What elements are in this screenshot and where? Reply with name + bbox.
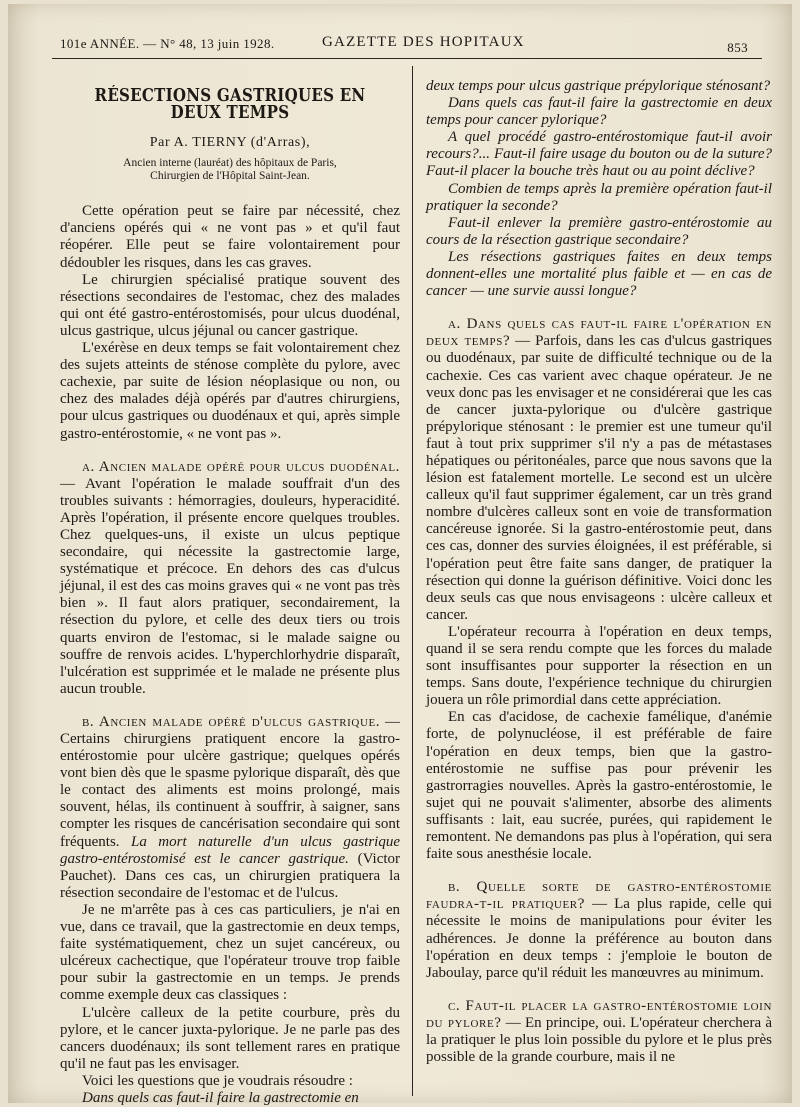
section-rc-paragraph [426, 998, 772, 1066]
paragraph: L'exérèse en deux temps se fait volontairement chez des sujets atteints de sténose complète du pylore, avec cachexie, par suite de lésion néoplasique ou non, ou chez des malades déjà opérés par d'autres chirurgiens, pour ulcus gastriques ou duodénaux et qui, après simple gastro-entérostomie, « ne vont pas ». [60, 340, 400, 442]
section-heading: a. Ancien malade opéré pour ulcus duodénal. [82, 458, 400, 475]
section-heading: b. Quelle sorte de gastro-entérostomie faudra-t-il pratiquer? [426, 879, 772, 913]
section-a-paragraph [60, 459, 400, 698]
question: Dans quels cas faut-il faire la gastrectomie en deux temps pour cancer pylorique? [426, 95, 772, 129]
question: A quel procédé gastro-entérostomique faut-il avoir recours?... Faut-il faire usage du bouton ou de la suture? Faut-il placer la bouche très haut ou au point déclive? [426, 129, 772, 180]
paragraph: Cette opération peut se faire par nécessité, chez d'anciens opérés qui « ne vont pas » et qu'il faut réopérer. Elle peut se faire volontairement pour dédoubler les risques, dans les cas graves. [60, 203, 400, 271]
question: deux temps pour ulcus gastrique prépylorique sténosant? [426, 78, 771, 94]
question: Les résections gastriques faites en deux temps donnent-elles une mortalité plus faible et — en cas de cancer — une survie aussi longue? [426, 248, 772, 300]
paragraph: Le chirurgien spécialisé pratique souvent des résections secondaires de l'estomac, chez des malades qui ont été gastro-entérostomisés, pour ulcus duodénal, ulcus gastrique, ulcus jéjunal ou cancer gastrique. [60, 271, 400, 339]
section-heading: c. Faut-il placer la gastro-entérostomie loin du pylore? [426, 997, 772, 1031]
right-column [426, 78, 772, 1066]
section-text: (Victor Pauchet). Dans ces cas, un chirurgien pratiquera la résection secondaire de l'estomac et de l'ulcus. [60, 850, 401, 901]
section-heading: a. Dans quels cas faut-il faire l'opération en deux temps? [426, 316, 772, 350]
section-text: — Parfois, dans les cas d'ulcus gastriques ou duodénaux, par suite de difficulté technique ou de la cachexie. Ces cas varient avec chaque opérateur. Je ne veux donc pas les envisager et ne considérerai que les cas de cancer juxta-pylorique ou d'ulcère gastrique prépylorique sténosant : le premier est une tumeur qu'il faut à tout prix supprimer s'il n'y a pas de métastases hépatiques ou péritonéales, parce que nous savons que la lésion est fatalement mortelle. Le second est un ulcère calleux qu'il faut supprimer également, car un très grand nombre d'ulcères calleux sont en voie de transformation cancéreuse ignorée. Si la gastro-entérostomie peut, dans ces cas, donner des survies éloignées, il est préférable, si l'opération peut être faite sans danger, de pratiquer la résection qui donne la guérison définitive. Voici donc les deux seuls cas que nous envisageons : ulcère calleux et cancer. [426, 333, 772, 623]
section-ra-paragraph [426, 316, 772, 624]
question: Combien de temps après la première opération faut-il pratiquer la seconde? [426, 180, 772, 214]
article-author: Par A. TIERNY (d'Arras), [149, 135, 311, 151]
question: Dans quels cas faut-il faire la gastrectomie en [82, 1089, 359, 1106]
author-affiliation [60, 157, 400, 183]
section-text: — Avant l'opération le malade souffrait d'un des troubles suivants : hémorragies, douleurs, hyperacidité. Après l'opération, il présente encore quelques troubles. Chez quelques-uns, il existe un ulcus peptique secondaire, qui nécessite la gastrectomie large, systématique et précoce. En dehors des cas d'ulcus jéjunal, il est des cas moins graves qui « ne vont pas très bien ». Il faut alors pratiquer, secondairement, la résection du pylore, et celle des deux tiers ou trois quarts environ de l'estomac, si le malade saigne ou souffre de renvois acides. L'hyperchlorhydrie disparaît, l'ulcération est supprimée et le malade ne présente plus aucun trouble. [60, 475, 400, 697]
page-number: 853 [727, 40, 748, 55]
column-divider [412, 66, 413, 1096]
article-title: RÉSECTIONS GASTRIQUES EN DEUX TEMPS [94, 86, 366, 124]
issue-line: 101e ANNÉE. — N° 48, 13 juin 1928. [60, 36, 275, 51]
section-text: — En principe, oui. L'opérateur cherchera à la pratiquer le plus loin possible du pylore et le plus près possible de la grande courbure, mais il ne [426, 1014, 772, 1066]
section-rb-paragraph [426, 879, 772, 982]
paragraph: Je ne m'arrête pas à ces cas particuliers, je n'ai en vue, dans ce travail, que la gastrectomie en deux temps, faite systématiquement, chez un sujet cancéreux, ou ulcéreux cachectique, que l'opérateur trouve trop faible pour subir la gastrectomie en un temps. Je prends comme exemple deux cas classiques : [60, 901, 400, 1004]
quotation: La mort naturelle d'un ulcus gastrique gastro-entérostomisé est le cancer gastrique. [60, 833, 400, 867]
affiliation-line: Ancien interne (lauréat) des hôpitaux de Paris, [123, 157, 337, 170]
paragraph: L'ulcère calleux de la petite courbure, près du pylore, et le cancer juxta-pylorique. Je ne parle pas des cancers duodénaux; ils sont tellement rares en pratique qu'il ne faut pas les envisager. [60, 1004, 400, 1072]
left-column [60, 74, 400, 1107]
page-header [60, 34, 752, 56]
section-text: — Certains chirurgiens pratiquent encore la gastro-entérostomie pour ulcère gastrique; quelques opérés vont bien dès que le spasme pylorique disparaît, dès que le contact des aliments est moins prolongé, mais souvent, hélas, ils continuent à souffrir, à saigner, sans compter les risques de cancérisation secondaire qui sont fréquents. [60, 713, 400, 850]
question: Faut-il enlever la première gastro-entérostomie au cours de la résection gastrique secondaire? [426, 214, 772, 248]
section-text: — La plus rapide, celle qui nécessite le moins de manipulations pour éviter les adhérences. Je donne la préférence au bouton dans l'opération en deux temps : j'emploie le bouton de Jaboulay, parce qu'il réduit les manœuvres au minimum. [426, 896, 772, 981]
section-b-paragraph [60, 714, 400, 902]
journal-page [8, 4, 792, 1106]
section-heading: b. Ancien malade opéré d'ulcus gastrique. [82, 713, 381, 730]
paragraph: L'opérateur recourra à l'opération en deux temps, quand il se sera rendu compte que les forces du malade sont insuffisantes pour supporter la résection en un temps. Sans doute, l'expérience technique du chirurgien jouera un rôle primordial dans cette appréciation. [426, 623, 772, 709]
journal-title: GAZETTE DES HOPITAUX [322, 34, 525, 50]
paragraph: Voici les questions que je voudrais résoudre : [82, 1072, 353, 1089]
paragraph: En cas d'acidose, de cachexie famélique, d'anémie forte, de polynucléose, il est préférable de faire l'opération en deux temps, bien que la gastro-entérostomie ne suffise pas pour prévenir les gastrorragies nouvelles. Après la gastro-entérostomie, le sujet qui ne pouvait s'alimenter, absorbe des aliments suffisants : lait, eau sucrée, purées, qui rapidement le remontent. Ne demandons pas plus à l'opération, qui sera faite sous anesthésie locale. [426, 709, 772, 863]
header-rule [52, 58, 762, 59]
affiliation-line: Chirurgien de l'Hôpital Saint-Jean. [150, 170, 310, 183]
